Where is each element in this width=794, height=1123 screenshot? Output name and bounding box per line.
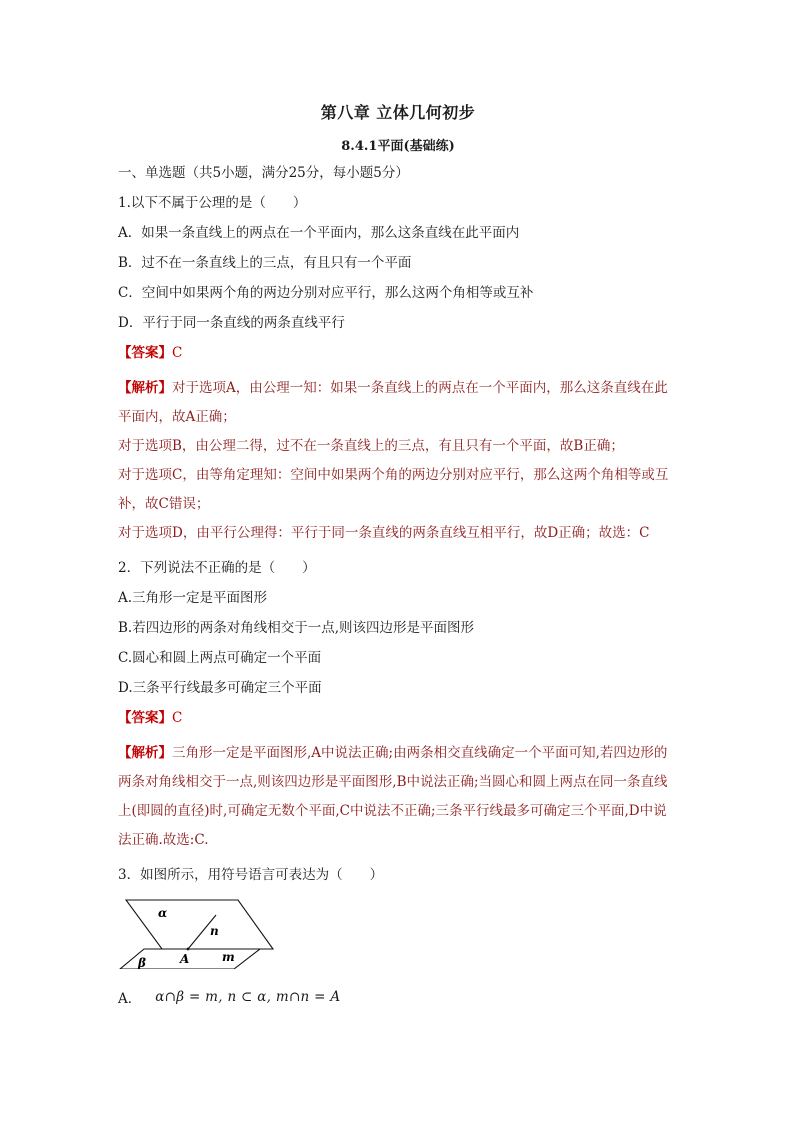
chapter-title: 第八章 立体几何初步	[320, 103, 476, 122]
option-letter: A．	[118, 991, 142, 1007]
question-2-option-a: A.三角形一定是平面图形	[118, 590, 268, 606]
question-1-option-c: C．空间中如果两个角的两边分别对应平行，那么这两个角相等或互补	[118, 285, 534, 301]
planes-figure	[118, 897, 278, 969]
plane-alpha-shape	[126, 900, 273, 949]
analysis-paragraph-4: 对于选项D，由平行公理得：平行于同一条直线的两条直线互相平行，故D正确；故选：C	[118, 525, 650, 541]
label-m: m	[222, 950, 235, 964]
question-2-answer	[118, 709, 678, 728]
question-2-analysis	[118, 739, 678, 855]
analysis-paragraph-3: 对于选项C，由等角定理知：空间中如果两个角的两边分别对应平行，那么这两个角相等或互补，故C错误；	[118, 467, 669, 512]
section-heading: 一、单选题（共5小题，满分25分，每小题5分）	[118, 165, 409, 181]
question-1-stem: 1.以下不属于公理的是（ ）	[118, 195, 307, 211]
question-2-stem: 2．下列说法不正确的是（ ）	[118, 560, 316, 576]
question-1-analysis	[118, 374, 678, 548]
question-1-answer	[118, 344, 678, 363]
analysis-text: 三角形一定是平面图形,A中说法正确;由两条相交直线确定一个平面可知,若四边形的两条对角线相交于一点,则该四边形是平面图形,B中说法正确;当圆心和圆上两点在同一条直线上(即圆的直径)时,可确定无数个平面,C中说法不正确;三条平行线最多可确定三个平面,D中说法正确.故选:C.	[118, 745, 668, 848]
analysis-text: 对于选项A，由公理一知：如果一条直线上的两点在一个平面内，那么这条直线在此平面内，故A正确；	[118, 380, 668, 425]
question-1-option-a: A．如果一条直线上的两点在一个平面内，那么这条直线在此平面内	[118, 225, 520, 241]
question-2-option-b: B.若四边形的两条对角线相交于一点,则该四边形是平面图形	[118, 620, 475, 636]
answer-value: C	[172, 345, 183, 361]
question-3-stem: 3．如图所示，用符号语言可表达为（ ）	[118, 867, 384, 883]
analysis-tag: 【解析】	[118, 380, 172, 396]
label-beta: β	[138, 956, 146, 969]
question-1-option-d: D．平行于同一条直线的两条直线平行	[118, 315, 345, 331]
question-3-option-a	[118, 987, 678, 1007]
label-alpha: α	[158, 906, 168, 920]
option-math-expression: α∩β = m, n ⊂ α, m∩n = A	[155, 989, 341, 1005]
question-2-option-c: C.圆心和圆上两点可确定一个平面	[118, 650, 322, 666]
question-1-option-b: B．过不在一条直线上的三点，有且只有一个平面	[118, 255, 412, 271]
analysis-paragraph-1	[118, 374, 678, 432]
label-a: A	[180, 952, 190, 966]
point-a	[187, 948, 190, 951]
document-page	[118, 100, 678, 1007]
answer-tag: 【答案】	[118, 710, 172, 726]
answer-value: C	[172, 710, 183, 726]
section-subtitle: 8.4.1平面(基础练)	[341, 139, 455, 154]
label-n: n	[210, 924, 219, 938]
question-2-option-d: D.三条平行线最多可确定三个平面	[118, 680, 322, 696]
analysis-tag: 【解析】	[118, 745, 172, 761]
analysis-paragraph-2: 对于选项B，由公理二得，过不在一条直线上的三点，有且只有一个平面，故B正确；	[118, 438, 624, 454]
answer-tag: 【答案】	[118, 345, 172, 361]
